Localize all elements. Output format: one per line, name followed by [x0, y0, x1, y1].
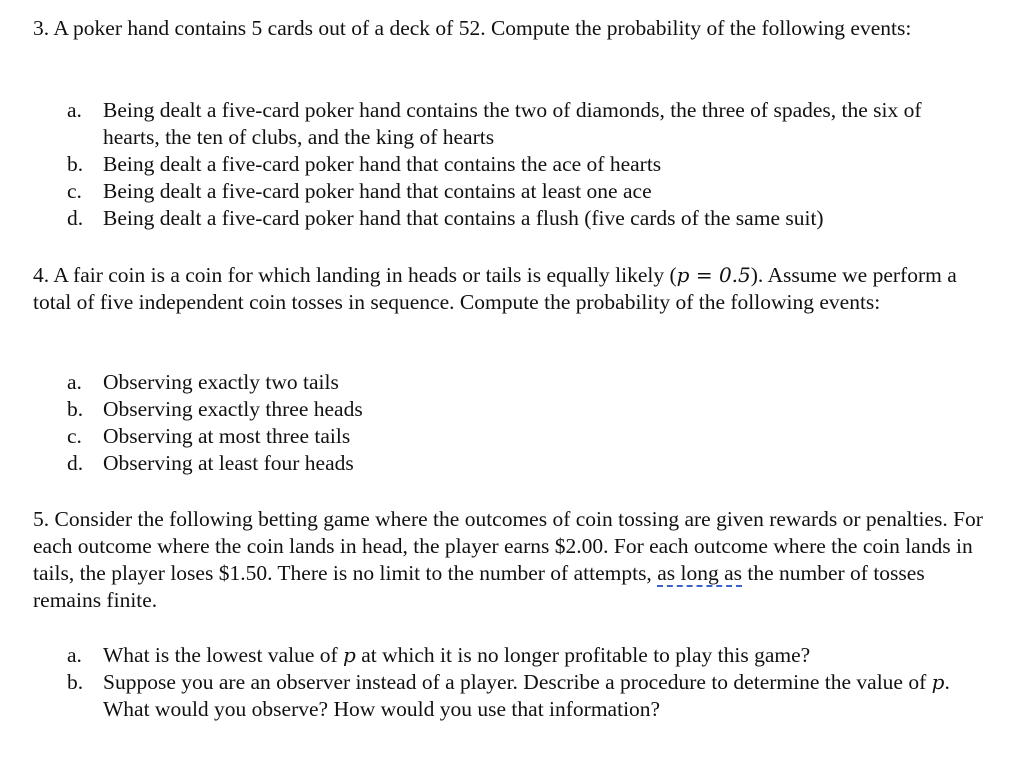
list-item-text — [103, 669, 977, 723]
question-5-list — [67, 642, 977, 723]
question-3-prompt: 3. A poker hand contains 5 cards out of a deck of 52. Compute the probability of the following events: — [33, 16, 912, 40]
list-item — [67, 669, 977, 723]
list-marker: d. — [67, 206, 84, 230]
list-item-text: Observing at least four heads — [103, 451, 354, 475]
list-item-text: Observing exactly three heads — [103, 397, 363, 421]
question-5-prompt — [33, 506, 993, 614]
list-item-text: Observing exactly two tails — [103, 370, 339, 394]
question-5-prompt-start: 5. Consider the following betting game where the outcomes of coin tossing are given rewards or penalties. For each outcome where the coin lands in head, the player earns $2.00. For each outcome where the coin lands in tails, the player loses $1.50. There is no limit to the number of attempts, — [33, 507, 983, 585]
list-item — [67, 97, 977, 151]
spellcheck-underlined-phrase[interactable]: as long as — [657, 561, 742, 585]
list-marker: c. — [67, 179, 82, 203]
list-marker: a. — [67, 643, 82, 667]
list-item — [67, 642, 977, 669]
list-item — [67, 423, 977, 450]
list-marker: c. — [67, 424, 82, 448]
list-marker: d. — [67, 451, 84, 475]
question-4-prompt-start: 4. A fair coin is a coin for which landing in heads or tails is equally likely ( — [33, 263, 677, 287]
list-marker: b. — [67, 397, 84, 421]
list-item-text: Being dealt a five-card poker hand that contains at least one ace — [103, 179, 652, 203]
list-item — [67, 369, 977, 396]
list-marker: b. — [67, 670, 84, 694]
list-item-text: Observing at most three tails — [103, 424, 351, 448]
list-item — [67, 205, 977, 232]
list-item-text: Being dealt a five-card poker hand contains the two of diamonds, the three of spades, the six of hearts, the ten of clubs, and the king of hearts — [103, 98, 922, 149]
list-item — [67, 178, 977, 205]
list-item-text-start: What is the lowest value of — [103, 643, 344, 667]
variable-p: p — [931, 670, 945, 694]
question-4-list — [67, 369, 977, 477]
list-item — [67, 396, 977, 423]
list-item-text-end: at which it is no longer profitable to play this game? — [355, 643, 811, 667]
question-4-prompt-end: ). Assume we perform a total of five independent coin tosses in sequence. Compute the probability of the following events: — [33, 263, 957, 314]
question-5-prompt-end: the number of tosses remains finite. — [33, 561, 925, 612]
question-4-prompt — [33, 262, 993, 316]
list-marker: a. — [67, 370, 82, 394]
question-3-list — [67, 97, 977, 232]
probability-formula: p = 0.5 — [676, 263, 751, 287]
list-item-text-start: Suppose you are an observer instead of a player. Describe a procedure to determine the value of — [103, 670, 932, 694]
list-item-text: Being dealt a five-card poker hand that contains a flush (five cards of the same suit) — [103, 206, 824, 230]
list-marker: a. — [67, 98, 82, 122]
list-marker: b. — [67, 152, 84, 176]
list-item-text: Being dealt a five-card poker hand that contains the ace of hearts — [103, 152, 662, 176]
list-item — [67, 450, 977, 477]
list-item — [67, 151, 977, 178]
list-item-text — [103, 642, 977, 669]
list-item-text-end: . What would you observe? How would you use that information? — [103, 670, 950, 721]
variable-p: p — [343, 643, 356, 667]
